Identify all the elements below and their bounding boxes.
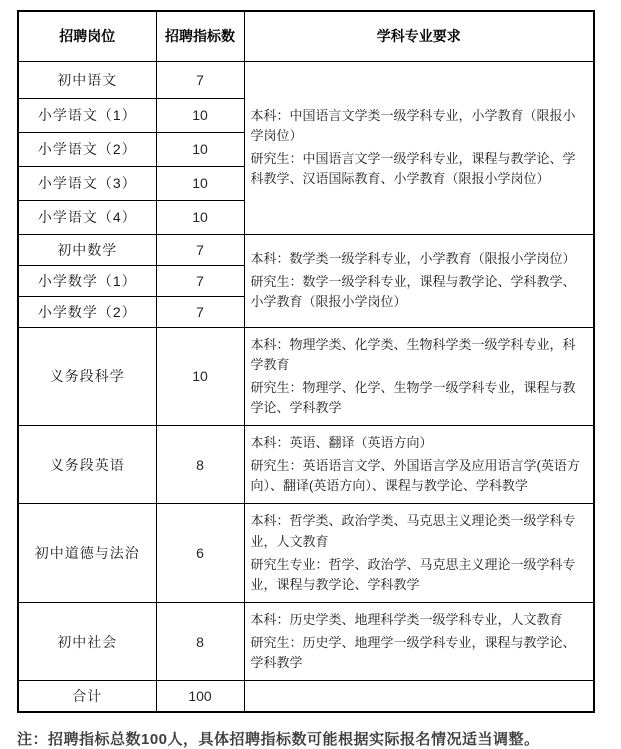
quota-cell: 10 [156,200,244,234]
requirement-bachelor: 本科：物理学类、化学类、生物科学类一级学科专业，科学教育 [250,336,576,372]
requirement-cell-english [244,426,594,504]
total-requirement-cell-empty [244,681,594,712]
recruitment-table [17,10,595,713]
quota-cell: 10 [156,98,244,132]
requirement-bachelor: 本科：数学类一级学科专业，小学教育（限报小学岗位） [250,250,576,266]
requirement-graduate: 研究生专业：哲学、政治学、马克思主义理论一级学科专业，课程与教学论、学科教学 [250,556,576,592]
total-row [18,681,594,712]
position-cell: 小学语文（2） [18,132,156,166]
total-label-cell: 合计 [18,681,156,712]
position-cell: 初中数学 [18,234,156,265]
position-cell: 小学数学（2） [18,296,156,327]
table-row [18,61,594,98]
quota-cell: 7 [156,296,244,327]
quota-cell: 8 [156,603,244,681]
quota-cell: 10 [156,327,244,426]
header-requirements: 学科专业要求 [244,11,594,61]
position-cell: 初中语文 [18,61,156,98]
position-cell: 小学语文（3） [18,166,156,200]
requirement-cell-social [244,603,594,681]
quota-cell: 10 [156,166,244,200]
requirement-cell-chinese [244,61,594,234]
header-position: 招聘岗位 [18,11,156,61]
requirement-bachelor: 本科：哲学类、政治学类、马克思主义理论类一级学科专业，人文教育 [250,513,576,549]
table-row [18,504,594,603]
quota-cell: 7 [156,61,244,98]
requirement-graduate: 研究生：数学一级学科专业，课程与教学论、学科教学、小学教育（限报小学岗位） [250,273,576,310]
table-row [18,234,594,265]
requirement-cell-politics [244,504,594,603]
total-quota-cell: 100 [156,681,244,712]
position-cell: 初中社会 [18,603,156,681]
requirement-bachelor: 本科：历史学类、地理科学类一级学科专业，人文教育 [250,612,563,628]
requirement-cell-math [244,234,594,327]
table-header-row [18,11,594,61]
footnote: 注：招聘指标总数100人，具体招聘指标数可能根据实际报名情况适当调整。 [17,730,540,748]
quota-cell: 6 [156,504,244,603]
requirement-bachelor: 本科：英语、翻译（英语方向） [250,435,433,451]
table-row [18,603,594,681]
requirement-bachelor: 本科：中国语言文学类一级学科专业，小学教育（限报小学岗位） [250,107,576,143]
position-cell: 小学语文（1） [18,98,156,132]
table-row [18,327,594,426]
requirement-graduate: 研究生：历史学、地理学一级学科专业，课程与教学论、学科教学 [250,635,576,671]
quota-cell: 7 [156,234,244,265]
position-cell: 义务段科学 [18,327,156,426]
position-cell: 小学数学（1） [18,265,156,296]
position-cell: 小学语文（4） [18,200,156,234]
header-quota: 招聘指标数 [156,11,244,61]
quota-cell: 10 [156,132,244,166]
position-cell: 初中道德与法治 [18,504,156,603]
requirement-cell-science [244,327,594,426]
quota-cell: 7 [156,265,244,296]
quota-cell: 8 [156,426,244,504]
table-row [18,426,594,504]
requirement-graduate: 研究生：英语语言文学、外国语言学及应用语言学(英语方向）、翻译(英语方向）、课程与教学论、学科教学 [250,458,580,494]
position-cell: 义务段英语 [18,426,156,504]
requirement-graduate: 研究生：中国语言文学一级学科专业，课程与教学论、学科教学、汉语国际教育、小学教育（限报小学岗位） [250,151,576,187]
requirement-graduate: 研究生：物理学、化学、生物学一级学科专业，课程与教学论、学科教学 [250,379,576,415]
